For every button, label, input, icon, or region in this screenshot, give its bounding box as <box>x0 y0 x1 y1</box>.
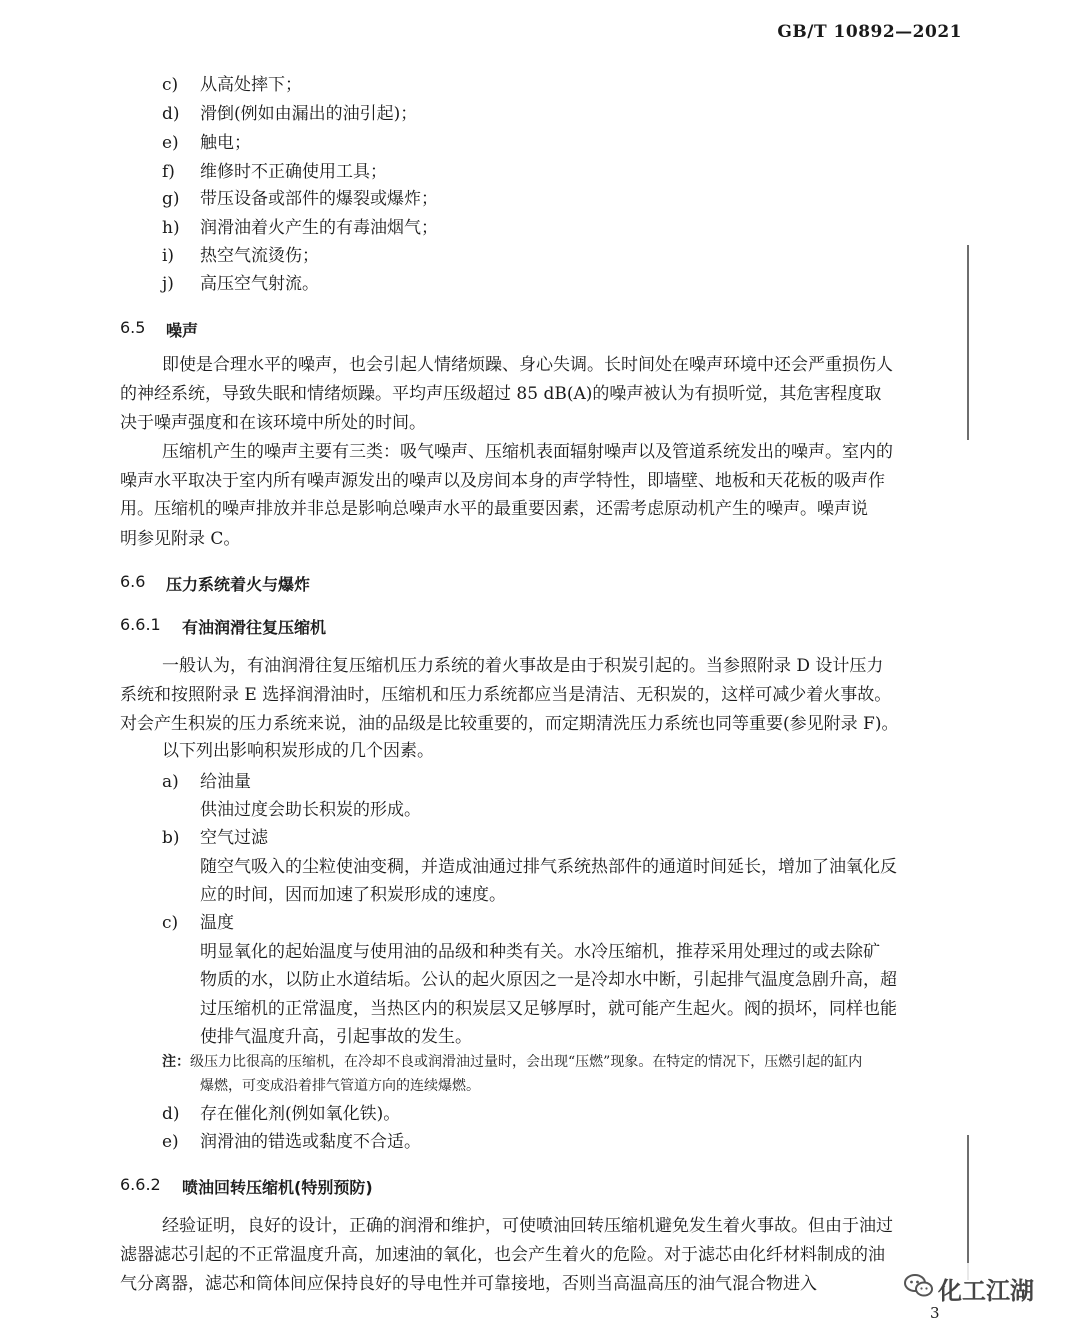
page-number: 3 <box>930 1304 940 1322</box>
margin-rule-bottom <box>967 1135 969 1280</box>
paragraph-line: 对会产生积炭的压力系统来说，油的品级是比较重要的，而定期清洗压力系统也同等重要(参见附录 F)。 <box>120 714 899 734</box>
list-item-body: 供油过度会助长积炭的形成。 <box>200 800 421 820</box>
paragraph-line: 一般认为，有油润滑往复压缩机压力系统的着火事故是由于积炭引起的。当参照附录 D 设计压力 <box>162 656 884 676</box>
section-heading-6-5: 6.5 噪声 <box>120 318 199 340</box>
section-heading-6-6-2: 6.6.2 喷油回转压缩机(特别预防) <box>120 1175 373 1197</box>
paragraph-line: 滤器滤芯引起的不正常温度升高，加速油的氧化，也会产生着火的危险。对于滤芯由化纤材料制成的油 <box>120 1245 885 1265</box>
paragraph-line: 决于噪声强度和在该环境中所处的时间。 <box>120 413 426 433</box>
note-continuation: 爆燃，可变成沿着排气管道方向的连续爆燃。 <box>200 1078 480 1094</box>
paragraph-line: 明参见附录 C。 <box>120 529 241 549</box>
paragraph-line: 以下列出影响积炭形成的几个因素。 <box>162 741 434 761</box>
wechat-icon <box>904 1273 934 1299</box>
watermark <box>900 1263 1050 1309</box>
section-heading-6-6-1: 6.6.1 有油润滑往复压缩机 <box>120 615 327 637</box>
paragraph-line: 气分离器，滤芯和筒体间应保持良好的导电性并可靠接地，否则当高温高压的油气混合物进入 <box>120 1274 817 1294</box>
paragraph-line: 噪声水平取决于室内所有噪声源发出的噪声以及房间本身的声学特性，即墙壁、地板和天花板的吸声作 <box>120 471 885 491</box>
watermark-text: 化工江湖 <box>938 1277 1034 1305</box>
paragraph-line: 经验证明，良好的设计，正确的润滑和维护，可使喷油回转压缩机避免发生着火事故。但由于油过 <box>162 1216 893 1236</box>
paragraph-line: 的神经系统，导致失眠和情绪烦躁。平均声压级超过 85 dB(A)的噪声被认为有损听觉，其危害程度取 <box>120 384 882 404</box>
paragraph-line: 用。压缩机的噪声排放并非总是影响总噪声水平的最重要因素，还需考虑原动机产生的噪声。噪声说 <box>120 499 868 519</box>
list-item-body: 过压缩机的正常温度，当热区内的积炭层又足够厚时，就可能产生起火。阀的损坏，同样也能 <box>200 999 897 1019</box>
section-heading-6-6: 6.6 压力系统着火与爆炸 <box>120 572 311 594</box>
note: 注：级压力比很高的压缩机，在冷却不良或润滑油过量时，会出现“压燃”现象。在特定的情况下，压燃引起的缸内 <box>162 1054 863 1070</box>
list-item-body: 使排气温度升高，引起事故的发生。 <box>200 1027 472 1047</box>
paragraph-line: 系统和按照附录 E 选择润滑油时，压缩机和压力系统都应当是清洁、无积炭的，这样可减少着火事故。 <box>120 685 892 705</box>
list-item-body: 应的时间，因而加速了积炭形成的速度。 <box>200 885 506 905</box>
list-item-body: 随空气吸入的尘粒使油变稠，并造成油通过排气系统热部件的通道时间延长，增加了油氧化反 <box>200 857 897 877</box>
standard-code: GB/T 10892—2021 <box>777 22 962 42</box>
margin-rule-top <box>967 245 969 440</box>
paragraph-line: 压缩机产生的噪声主要有三类：吸气噪声、压缩机表面辐射噪声以及管道系统发出的噪声。室内的 <box>162 442 893 462</box>
list-item-body: 物质的水，以防止水道结垢。公认的起火原因之一是冷却水中断，引起排气温度急剧升高，超 <box>200 970 897 990</box>
list-item-body: 明显氧化的起始温度与使用油的品级和种类有关。水冷压缩机，推荐采用处理过的或去除矿 <box>200 942 880 962</box>
paragraph-line: 即使是合理水平的噪声，也会引起人情绪烦躁、身心失调。长时间处在噪声环境中还会严重损伤人 <box>162 355 893 375</box>
